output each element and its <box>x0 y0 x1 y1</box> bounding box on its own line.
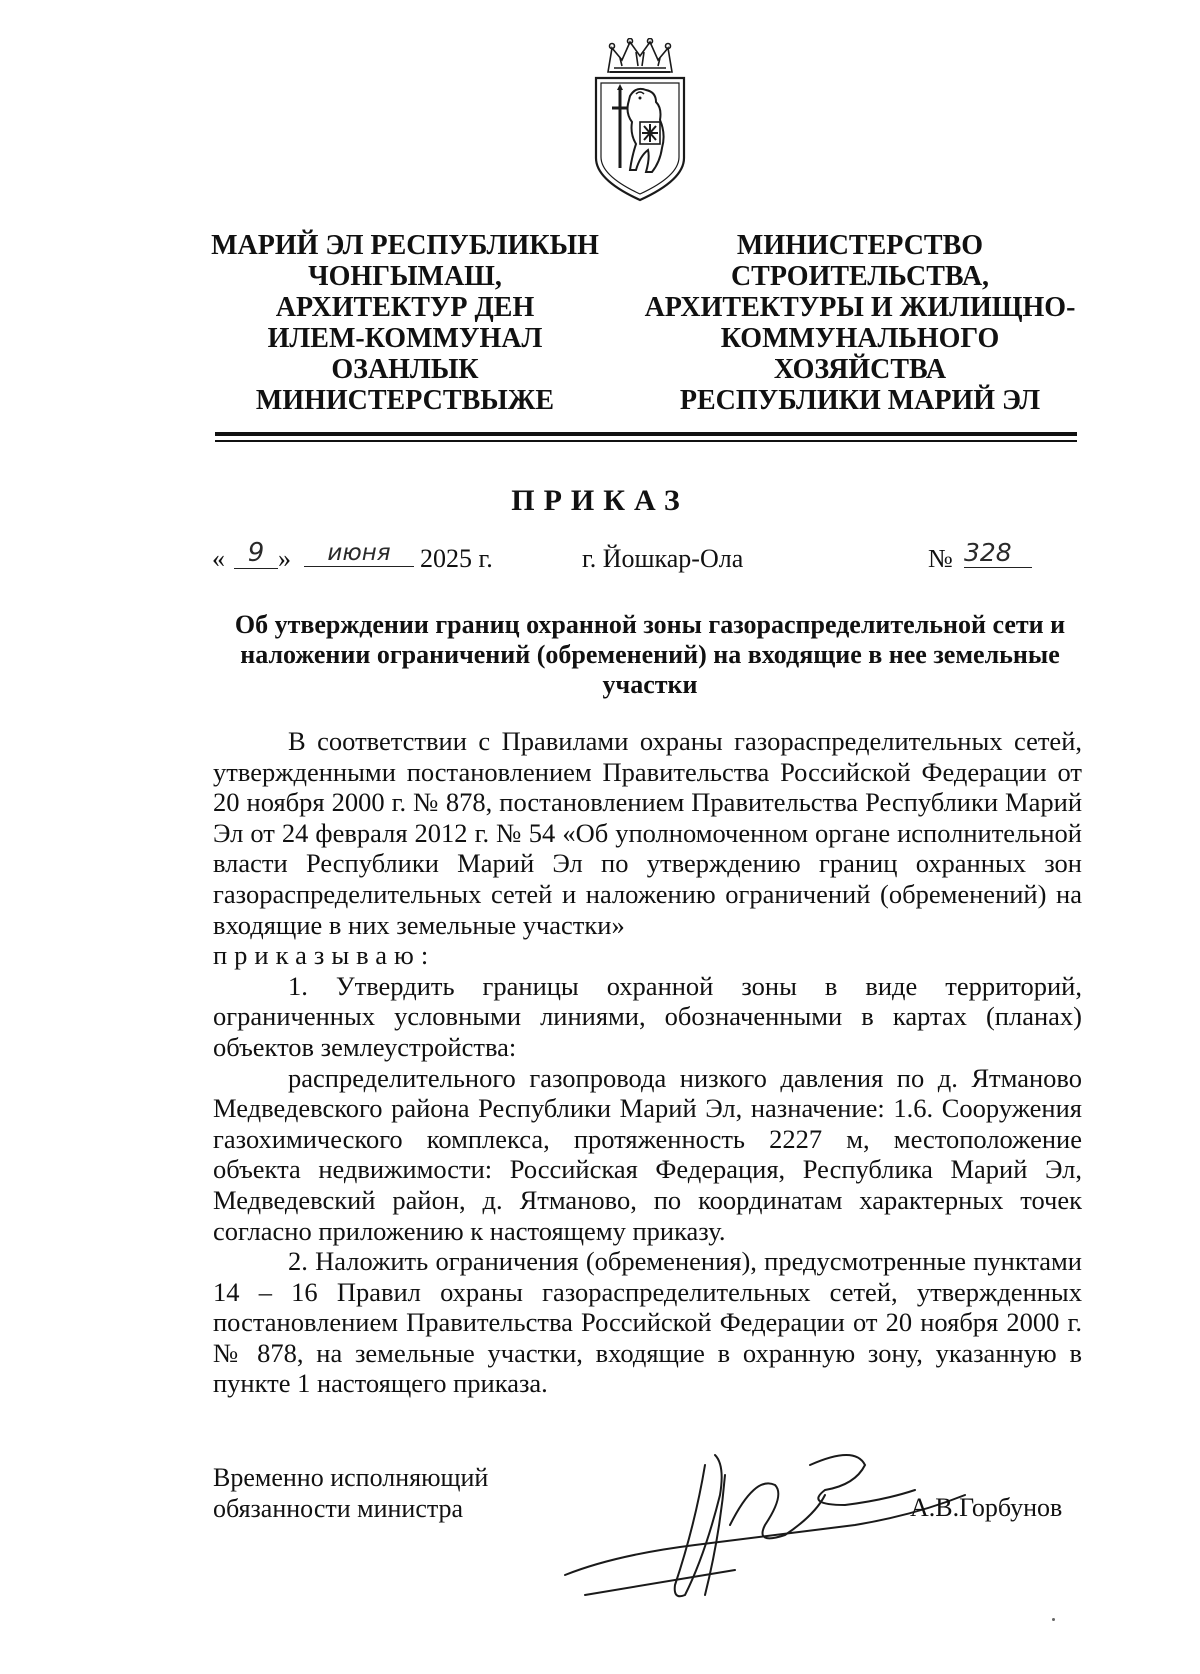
city-name: г. Йошкар-Ола <box>582 544 744 573</box>
handwritten-signature-icon <box>555 1435 975 1615</box>
org-name-russian: МИНИСТЕРСТВО СТРОИТЕЛЬСТВА, АРХИТЕКТУРЫ И ЖИЛИЩНО- КОММУНАЛЬНОГО ХОЗЯЙСТВА РЕСПУБЛИКИ МАРИЙ ЭЛ <box>644 230 1076 416</box>
date-year: 2025 г. <box>420 544 493 573</box>
body-intro: В соответствии с Правилами охраны газораспределительных сетей, утвержденными постановлением Правительства Российской Федерации от 20 ноября 2000 г. № 878, постановлением Правительства Республики Марий Эл от 24 февраля 2012 г. № 54 «Об уполномоченном органе исполнительной власти Республики Марий Эл по утверждению границ охранных зон газораспределительных сетей и наложению ограничений (обременений) на входящие в них земельные участки» <box>213 726 1082 940</box>
signatory-position: Временно исполняющий обязанности министра <box>213 1463 489 1523</box>
document-body <box>213 726 1082 1399</box>
date-open-quote: « <box>212 544 225 573</box>
number-label: № <box>928 544 953 573</box>
org-name-mari: МАРИЙ ЭЛ РЕСПУБЛИКЫН ЧОНГЫМАШ, АРХИТЕКТУР ДЕН ИЛЕМ-КОММУНАЛ ОЗАНЛЫК МИНИСТЕРСТВЫЖЕ <box>211 230 599 416</box>
body-item-2: 2. Наложить ограничения (обременения), предусмотренные пунктами 14 – 16 Правил охраны газораспределительных сетей, утвержденных постановлением Правительства Российской Федерации от 20 ноября 2000 г. № 878, на земельные участки, входящие в охранную зону, указанную в пункте 1 настоящего приказа. <box>213 1246 1082 1399</box>
date-month-handwritten: июня <box>304 540 414 567</box>
signatory-name: А.В.Горбунов <box>910 1493 1063 1522</box>
document-title: ПРИКАЗ <box>511 484 689 517</box>
date-day-handwritten: 9 <box>234 538 278 569</box>
header-divider-thick <box>215 432 1077 436</box>
scan-mark <box>1052 1618 1055 1621</box>
order-number-handwritten: 328 <box>964 538 1032 568</box>
order-word: приказываю: <box>213 940 436 971</box>
document-subject: Об утверждении границ охранной зоны газораспределительной сети и наложении ограничений (обременений) на входящие в нее земельные участки <box>234 610 1066 699</box>
header-divider-thin <box>215 440 1077 442</box>
body-item-1-detail: распределительного газопровода низкого давления по д. Ятманово Медведевского района Республики Марий Эл, назначение: 1.6. Сооружения газохимического комплекса, протяженность 2227 м, местоположение объекта недвижимости: Российская Федерация, Республика Марий Эл, Медведевский район, д. Ятманово, по координатам характерных точек согласно приложению к настоящему приказу. <box>213 1062 1082 1246</box>
date-close-quote: » <box>278 544 291 573</box>
date-number-line <box>212 538 1082 580</box>
coat-of-arms-icon <box>590 38 690 206</box>
body-item-1: 1. Утвердить границы охранной зоны в виде территорий, ограниченных условными линиями, обозначенными в картах (планах) объектов землеустройства: <box>213 970 1082 1062</box>
